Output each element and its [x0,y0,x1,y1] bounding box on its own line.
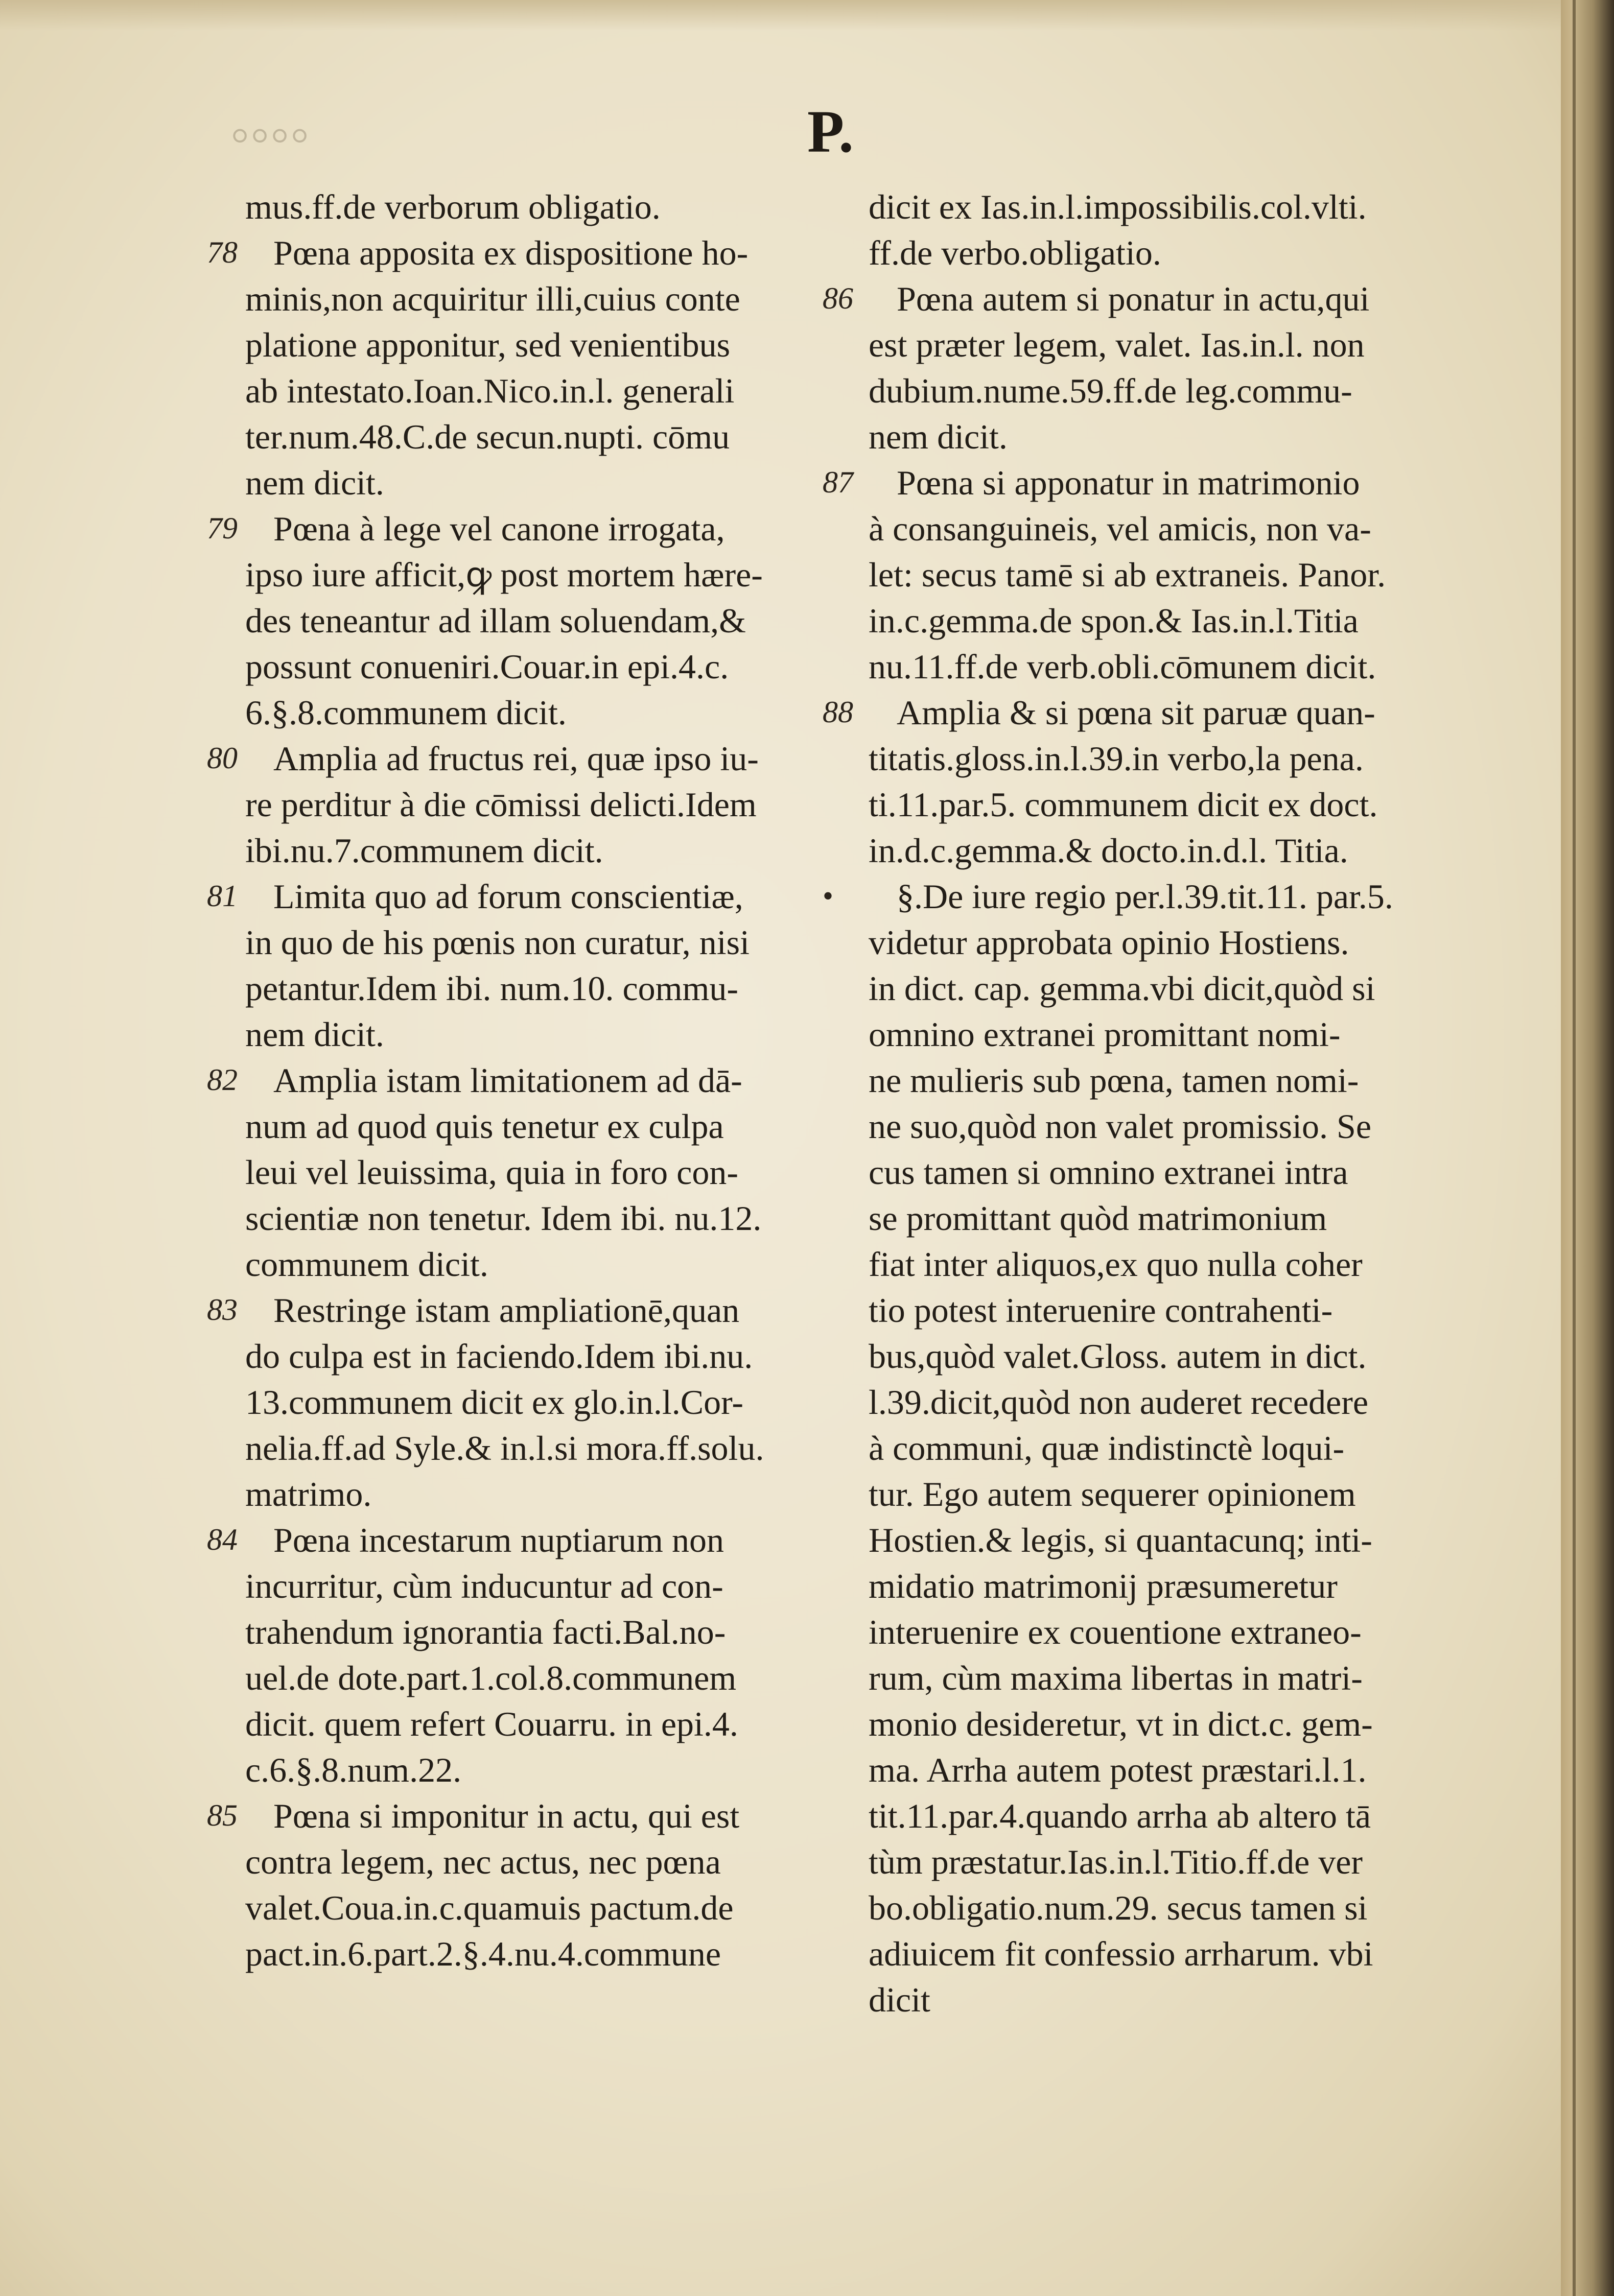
text-line: ti.11.par.5. communem dicit ex doct. [869,785,1378,824]
paragraph-number: 86 [823,281,853,315]
text-line: ne mulieris sub pœna, tamen nomi- [869,1061,1359,1100]
text-line: dicit ex Ias.in.l.impossibilis.col.vlti. [869,187,1367,226]
text-line: leui vel leuissima, quia in foro con- [245,1153,738,1192]
book-binding-line [1573,0,1576,2296]
text-line: videtur approbata opinio Hostiens. [869,923,1349,962]
text-line: nelia.ff.ad Syle.& in.l.si mora.ff.solu. [245,1429,764,1467]
text-line: possunt conueniri.Couar.in epi.4.c. [245,647,729,686]
paragraph-number: 84 [207,1523,238,1556]
text-line: uel.de dote.part.1.col.8.communem [245,1659,737,1697]
text-line: nu.11.ff.de verb.obli.cōmunem dicit. [869,647,1376,686]
text-line: incurritur, cùm inducuntur ad con- [245,1567,723,1605]
text-line: Amplia ad fructus rei, quæ ipso iu- [273,739,759,778]
text-line: Amplia & si pœna sit paruæ quan- [897,693,1375,732]
text-line: ne suo,quòd non valet promissio. Se [869,1107,1372,1146]
text-line: ibi.nu.7.communem dicit. [245,831,603,870]
text-line: Restringe istam ampliationē,quan [273,1291,740,1330]
text-line: ff.de verbo.obligatio. [869,233,1161,272]
paragraph-number: 87 [823,465,853,499]
text-line: Pœna si imponitur in actu, qui est [273,1796,740,1835]
text-line: c.6.§.8.num.22. [245,1750,462,1789]
text-line: rum, cùm maxima libertas in matri- [869,1659,1363,1697]
text-line: communem dicit. [245,1245,488,1284]
text-line: do culpa est in faciendo.Idem ibi.nu. [245,1337,753,1376]
paragraph-number: 80 [207,741,238,775]
text-line: mus.ff.de verborum obligatio. [245,187,661,226]
text-line: bo.obligatio.num.29. secus tamen si [869,1888,1368,1927]
paragraph-number: 79 [207,511,238,545]
text-line: tur. Ego autem sequerer opinionem [869,1475,1356,1513]
text-line: Pœna incestarum nuptiarum non [273,1521,724,1559]
text-line: se promittant quòd matrimonium [869,1199,1327,1238]
text-line: adiuicem fit confessio arrharum. vbi [869,1934,1373,1973]
text-line: minis,non acquiritur illi,cuius conte [245,279,740,318]
text-line: matrimo. [245,1475,372,1513]
left-column [245,184,817,1977]
text-line: scientiæ non tenetur. Idem ibi. nu.12. [245,1199,762,1238]
text-line: bus,quòd valet.Gloss. autem in dict. [869,1337,1367,1376]
text-line: §.De iure regio per.l.39.tit.11. par.5. [897,877,1393,916]
text-line: nem dicit. [245,463,384,502]
text-line: nem dicit. [245,1015,384,1054]
text-line: pact.in.6.part.2.§.4.nu.4.commune [245,1934,721,1973]
text-line: ab intestato.Ioan.Nico.in.l. generali [245,371,735,410]
text-line: Pœna si apponatur in matrimonio [897,463,1360,502]
text-line: ma. Arrha autem potest præstari.l.1. [869,1750,1367,1789]
text-line: tit.11.par.4.quando arrha ab altero tā [869,1796,1371,1835]
paragraph-number: 83 [207,1293,238,1327]
paragraph-number: 82 [207,1063,238,1097]
text-line: Pœna à lege vel canone irrogata, [273,509,725,548]
text-line: in dict. cap. gemma.vbi dicit,quòd si [869,969,1375,1008]
text-line: à communi, quæ indistinctè loqui- [869,1429,1345,1467]
text-line: Limita quo ad forum conscientiæ, [273,877,743,916]
text-line: interuenire ex couentione extraneo- [869,1613,1362,1651]
text-line: 13.communem dicit ex glo.in.l.Cor- [245,1383,744,1422]
text-line: Hostien.& legis, si quantacunq; inti- [869,1521,1372,1559]
text-line: cus tamen si omnino extranei intra [869,1153,1348,1192]
text-line: re perditur à die cōmissi delicti.Idem [245,785,757,824]
text-line: nem dicit. [869,417,1008,456]
text-line: petantur.Idem ibi. num.10. commu- [245,969,739,1008]
text-line: in.c.gemma.de spon.& Ias.in.l.Titia [869,601,1359,640]
text-line: num ad quod quis tenetur ex culpa [245,1107,724,1146]
text-line: Pœna apposita ex dispositione ho- [273,233,748,272]
text-line: dicit. quem refert Couarru. in epi.4. [245,1705,738,1743]
text-line: monio desideretur, vt in dict.c. gem- [869,1705,1373,1743]
text-line: contra legem, nec actus, nec pœna [245,1842,721,1881]
book-gutter-edge [1561,0,1614,2296]
paragraph-number: 78 [207,235,238,269]
paragraph-number: 88 [823,695,853,729]
text-line: des teneantur ad illam soluendam,& [245,601,746,640]
text-line: dubium.nume.59.ff.de leg.commu- [869,371,1352,410]
text-line: 6.§.8.communem dicit. [245,693,567,732]
text-line: omnino extranei promittant nomi- [869,1015,1341,1054]
text-line: dicit [869,1980,930,2019]
text-line: tio potest interuenire contrahenti- [869,1291,1333,1330]
running-head: P. [807,98,854,165]
text-line: trahendum ignorantia facti.Bal.no- [245,1613,726,1651]
paragraph-number: 81 [207,879,238,913]
right-column [869,184,1441,2023]
text-line: tùm præstatur.Ias.in.l.Titio.ff.de ver [869,1842,1363,1881]
text-line: let: secus tamē si ab extraneis. Panor. [869,555,1386,594]
text-line: ipso iure afficit,ꝙ post mortem hære- [245,555,763,594]
paragraph-bullet: • [823,879,834,913]
text-line: Amplia istam limitationem ad dā- [273,1061,742,1100]
text-line: est præter legem, valet. Ias.in.l. non [869,325,1365,364]
text-line: valet.Coua.in.c.quamuis pactum.de [245,1888,734,1927]
text-line: in quo de his pœnis non curatur, nisi [245,923,750,962]
page-edge-stain [0,0,1574,31]
text-line: Pœna autem si ponatur in actu,qui [897,279,1370,318]
text-line: fiat inter aliquos,ex quo nulla coher [869,1245,1363,1284]
text-line: titatis.gloss.in.l.39.in verbo,la pena. [869,739,1364,778]
text-line: midatio matrimonij præsumeretur [869,1567,1338,1605]
text-line: ter.num.48.C.de secun.nupti. cōmu [245,417,730,456]
text-line: à consanguineis, vel amicis, non va- [869,509,1371,548]
text-line: in.d.c.gemma.& docto.in.d.l. Titia. [869,831,1348,870]
text-line: l.39.dicit,quòd non auderet recedere [869,1383,1369,1422]
show-through-folio: ◦◦◦◦ [230,103,310,165]
text-line: platione apponitur, sed venientibus [245,325,731,364]
paragraph-number: 85 [207,1798,238,1832]
